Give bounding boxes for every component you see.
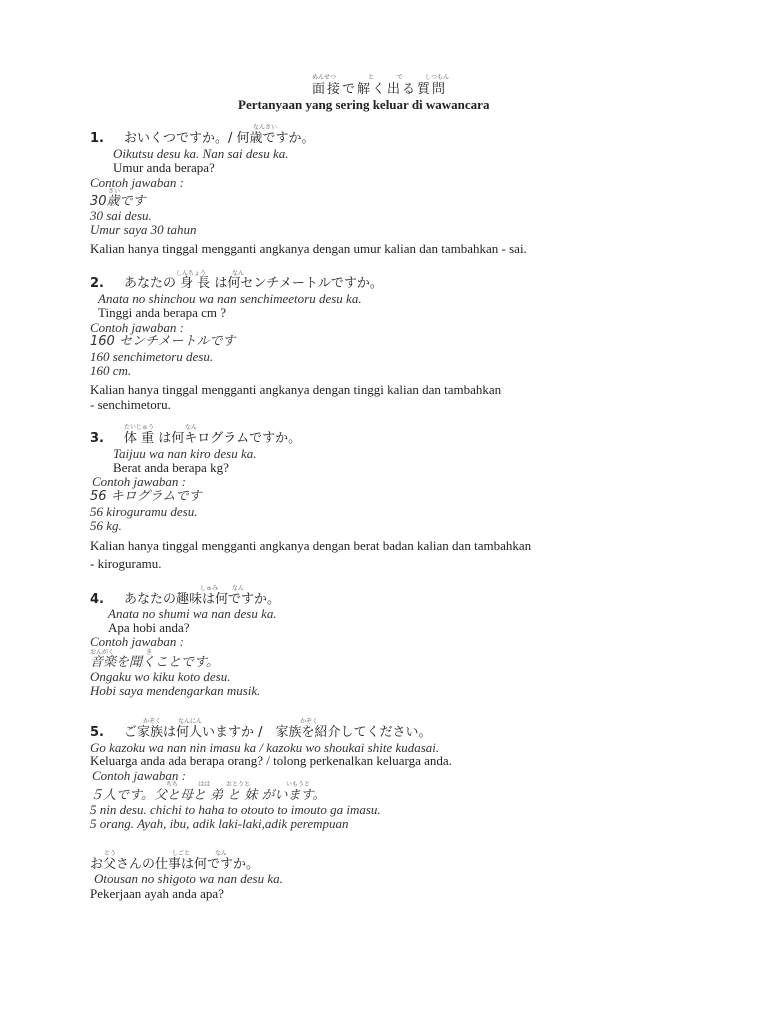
q3-note-line1: Kalian hanya tinggal mengganti angkanya dengan berat badan kalian dan tambahkan xyxy=(90,538,532,553)
q6-question: お父さんの仕事は何ですか。 xyxy=(90,857,260,872)
q1-answer-romaji: 30 sai desu. xyxy=(90,208,152,223)
q1-example-label: Contoh jawaban : xyxy=(90,175,184,190)
q5-romaji: Go kazoku wa nan nin imasu ka / kazoku wo shoukai shite kudasai. xyxy=(90,740,440,755)
q3-question xyxy=(90,431,301,447)
q1-answer-furigana: さい xyxy=(108,188,121,195)
q4-answer-jp: 音楽を聞くことです。 xyxy=(90,655,219,670)
q2-furigana-2: なん xyxy=(232,270,245,277)
q5-answer-furigana-2: はは xyxy=(198,781,211,788)
q5-answer-translation: 5 orang. Ayah, ibu, adik laki-laki,adik perempuan xyxy=(90,816,349,831)
q2-answer-romaji: 160 senchimetoru desu. xyxy=(90,349,214,364)
q4-answer-furigana-2: き xyxy=(146,649,153,656)
q2-answer-translation: 160 cm. xyxy=(90,363,132,378)
q4-answer-romaji: Ongaku wo kiku koto desu. xyxy=(90,669,231,684)
q4-question-text: あなたの趣味は何ですか。 xyxy=(124,592,281,607)
q5-furigana-2: なんにん xyxy=(178,718,203,725)
q3-furigana-1: たいじゅう xyxy=(124,424,155,431)
q2-question-text: あなたの 身 長 は何センチメートルですか。 xyxy=(124,276,383,291)
title-furigana-4: しつもん xyxy=(425,74,450,81)
q5-furigana-3: かぞく xyxy=(300,718,319,725)
q1-number: 1. xyxy=(90,131,104,146)
q3-furigana-2: なん xyxy=(185,424,198,431)
q2-furigana-1: しんちょう xyxy=(176,270,207,277)
q2-note-line1: Kalian hanya tinggal mengganti angkanya dengan tinggi kalian dan tambahkan xyxy=(90,382,502,397)
q3-question-text: 体 重 は何キログラムですか。 xyxy=(124,431,302,446)
q2-note-line2: - senchimetoru. xyxy=(90,397,171,412)
q1-furigana: なんさい xyxy=(253,124,278,131)
q2-number: 2. xyxy=(90,276,104,291)
q1-question xyxy=(90,131,315,147)
q5-question-text: ご家族は何人いますか / 家族を紹介してください。 xyxy=(124,725,432,740)
q3-translation: Berat anda berapa kg? xyxy=(113,460,229,475)
q6-romaji: Otousan no shigoto wa nan desu ka. xyxy=(94,871,283,886)
q6-furigana-1: とう xyxy=(104,850,117,857)
q3-answer-translation: 56 kg. xyxy=(90,518,122,533)
q4-answer-translation: Hobi saya mendengarkan musik. xyxy=(90,683,261,698)
q4-answer-furigana-1: おんがく xyxy=(90,649,115,656)
q5-answer-furigana-1: ちち xyxy=(166,781,179,788)
q2-answer-jp: 160 センチメートルです xyxy=(90,334,236,349)
q3-answer-romaji: 56 kiroguramu desu. xyxy=(90,504,198,519)
q5-question xyxy=(90,725,432,741)
title-furigana-3: で xyxy=(397,74,404,81)
q5-number: 5. xyxy=(90,725,104,740)
q4-number: 4. xyxy=(90,592,104,607)
q4-furigana-2: なん xyxy=(232,585,245,592)
q1-answer-translation: Umur saya 30 tahun xyxy=(90,222,197,237)
q5-furigana-1: かぞく xyxy=(143,718,162,725)
q4-translation: Apa hobi anda? xyxy=(108,620,190,635)
title-furigana-1: めんせつ xyxy=(312,74,337,81)
q3-romaji: Taijuu wa nan kiro desu ka. xyxy=(113,446,257,461)
q2-question xyxy=(90,276,383,292)
q1-question-text: おいくつですか。/ 何歳ですか。 xyxy=(124,131,315,146)
q3-note-line2: - kiroguramu. xyxy=(90,556,162,571)
q6-furigana-2: しごと xyxy=(172,850,191,857)
q2-translation: Tinggi anda berapa cm ? xyxy=(98,305,227,320)
q6-translation: Pekerjaan ayah anda apa? xyxy=(90,886,224,901)
q4-example-label: Contoh jawaban : xyxy=(90,634,184,649)
q4-romaji: Anata no shumi wa nan desu ka. xyxy=(108,606,277,621)
q3-number: 3. xyxy=(90,431,104,446)
q1-translation: Umur anda berapa? xyxy=(113,160,215,175)
q3-answer-jp: 56 キログラムです xyxy=(90,489,202,504)
q5-answer-furigana-4: いもうと xyxy=(286,781,311,788)
q1-romaji: Oikutsu desu ka. Nan sai desu ka. xyxy=(113,146,289,161)
q4-furigana-1: しゅみ xyxy=(200,585,219,592)
title-furigana-2: と xyxy=(368,74,375,81)
q5-translation: Keluarga anda ada berapa orang? / tolong perkenalkan keluarga anda. xyxy=(90,753,452,768)
q5-example-label: Contoh jawaban : xyxy=(92,768,186,783)
q6-furigana-3: なん xyxy=(215,850,228,857)
title-indonesian: Pertanyaan yang sering keluar di wawancara xyxy=(238,97,490,112)
q5-answer-jp: ５人です。父と母と 弟 と 妹 がいます。 xyxy=(90,788,326,803)
q5-answer-romaji: 5 nin desu. chichi to haha to otouto to imouto ga imasu. xyxy=(90,802,381,817)
q5-answer-furigana-3: おとうと xyxy=(226,781,251,788)
title-japanese: 面接で解く出る質問 xyxy=(312,82,448,97)
q2-example-label: Contoh jawaban : xyxy=(90,320,184,335)
q1-answer-jp: 30歳です xyxy=(90,194,146,209)
q1-note: Kalian hanya tinggal mengganti angkanya dengan umur kalian dan tambahkan - sai. xyxy=(90,241,527,256)
q2-romaji: Anata no shinchou wa nan senchimeetoru desu ka. xyxy=(98,291,362,306)
q3-example-label: Contoh jawaban : xyxy=(92,474,186,489)
